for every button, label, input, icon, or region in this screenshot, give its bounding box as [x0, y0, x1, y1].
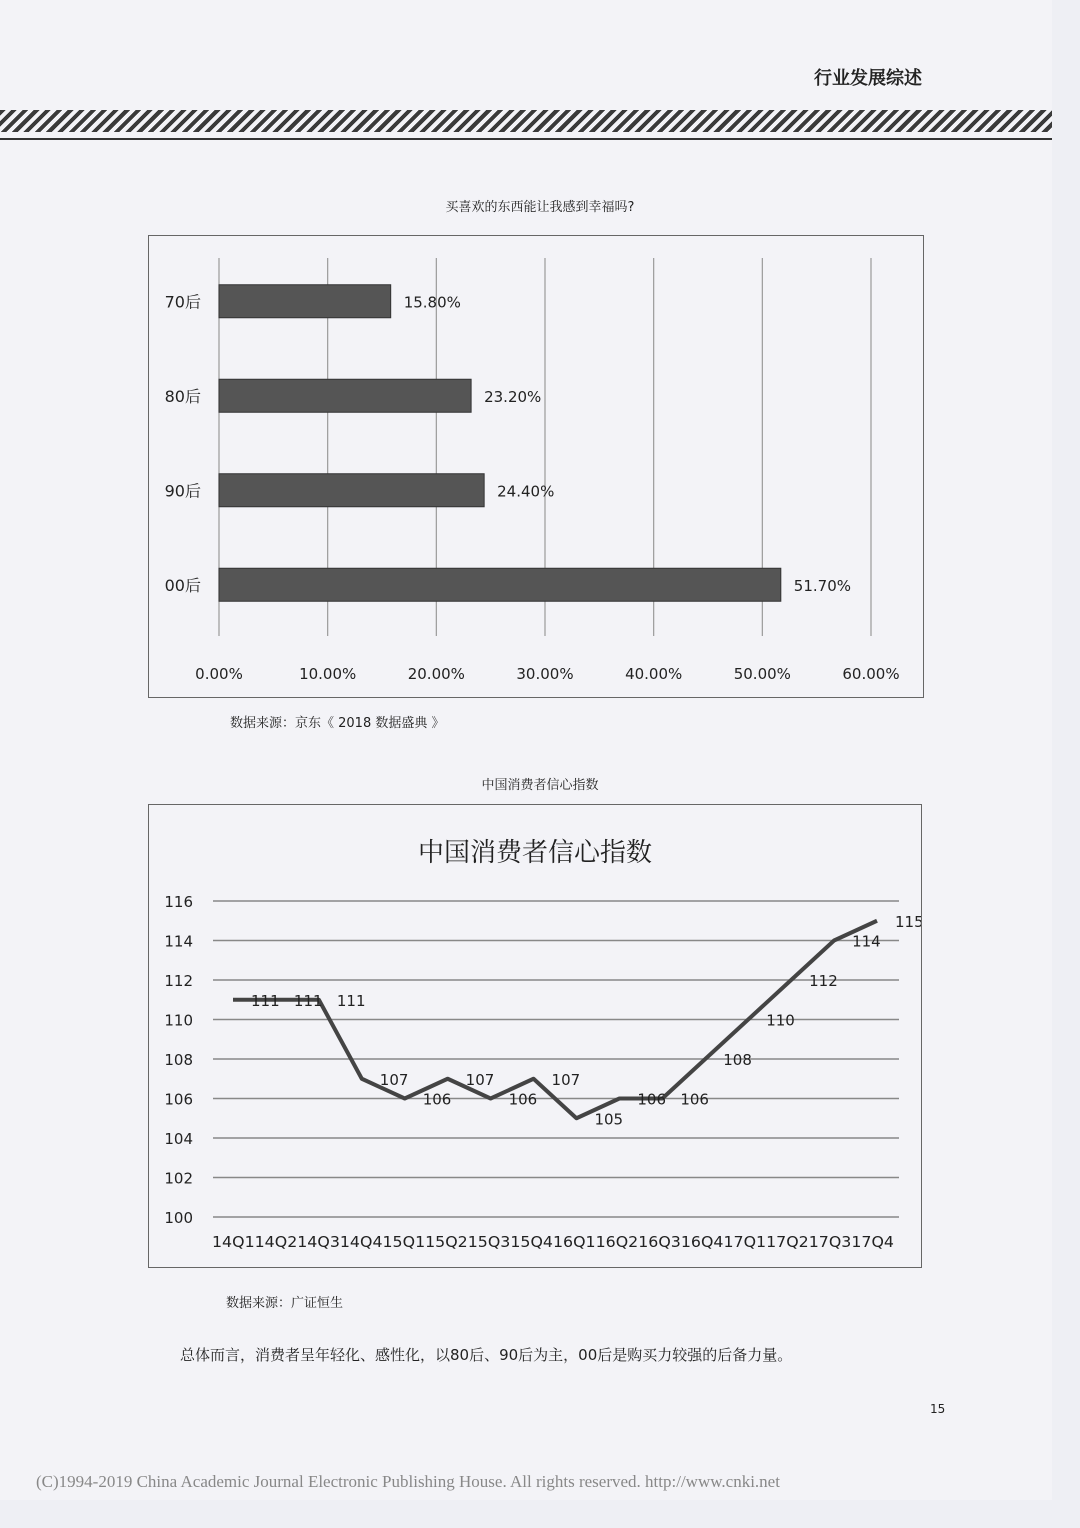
- y-tick-label: 110: [164, 1011, 193, 1030]
- data-label: 112: [809, 972, 838, 990]
- data-label: 110: [766, 1011, 795, 1030]
- x-tick-label: 40.00%: [625, 665, 683, 683]
- category-label: 80后: [164, 386, 201, 406]
- data-label: 15.80%: [403, 293, 461, 312]
- data-label: 114: [852, 932, 881, 951]
- data-label: 106: [637, 1090, 667, 1109]
- bar-chart-frame: [148, 235, 924, 698]
- line-chart-source: 数据来源：广证恒生: [226, 1296, 344, 1311]
- summary-paragraph: 总体而言，消费者呈年轻化、感性化，以80后、90后为主，00后是购买力较强的后备力量。: [180, 1346, 793, 1364]
- chart-title: 中国消费者信心指数: [417, 838, 653, 868]
- y-tick-label: 116: [164, 893, 193, 911]
- data-label: 107: [465, 1070, 495, 1089]
- bar: [219, 379, 471, 412]
- data-label: 107: [551, 1070, 581, 1089]
- data-label: 111: [251, 991, 280, 1010]
- x-tick-label: 60.00%: [842, 665, 900, 683]
- data-label: 106: [680, 1090, 709, 1109]
- header-stripe-divider: [0, 110, 1052, 132]
- x-tick-label: 50.00%: [733, 665, 791, 683]
- y-tick-label: 112: [164, 972, 193, 990]
- bar: [219, 285, 391, 318]
- category-label: 70后: [164, 292, 201, 312]
- y-tick-label: 100: [164, 1209, 193, 1227]
- data-label: 51.70%: [793, 576, 852, 595]
- y-tick-label: 102: [164, 1169, 193, 1188]
- bar-chart: [149, 236, 923, 697]
- x-tick-label: 10.00%: [299, 665, 357, 683]
- header-rule: [0, 138, 1052, 140]
- line-chart-caption: 中国消费者信心指数: [481, 778, 599, 793]
- data-label: 23.20%: [484, 387, 542, 406]
- x-tick-label: 0.00%: [195, 665, 243, 683]
- line-chart: [149, 805, 921, 1267]
- data-label: 106: [422, 1090, 452, 1109]
- data-label: 106: [508, 1090, 538, 1109]
- data-label: 111: [293, 991, 323, 1010]
- bar-chart-caption: 买喜欢的东西能让我感到幸福吗?: [445, 200, 635, 215]
- data-label: 111: [336, 991, 366, 1010]
- y-tick-label: 108: [164, 1051, 193, 1069]
- y-tick-label: 104: [164, 1130, 193, 1148]
- data-label: 108: [723, 1051, 752, 1069]
- copyright-footer: (C)1994-2019 China Academic Journal Electronic Publishing House. All rights reserved. http://www.cnki.net: [36, 1472, 780, 1491]
- page-number: 15: [930, 1402, 946, 1416]
- x-tick-label: 30.00%: [516, 665, 574, 683]
- bar: [219, 568, 781, 601]
- category-label: 00后: [164, 575, 201, 595]
- bar-chart-source: 数据来源：京东《 2018 数据盛典 》: [230, 716, 445, 731]
- y-tick-label: 106: [164, 1090, 193, 1109]
- line-chart-frame: [148, 804, 922, 1268]
- y-tick-label: 114: [164, 932, 193, 951]
- bar: [219, 474, 484, 507]
- data-label: 24.40%: [497, 482, 555, 501]
- data-label: 105: [594, 1110, 624, 1129]
- category-label: 90后: [164, 481, 201, 501]
- data-label: 115: [895, 912, 921, 931]
- data-label: 107: [379, 1070, 409, 1089]
- x-axis-labels: 14Q114Q214Q314Q415Q115Q215Q315Q416Q116Q216Q316Q417Q117Q217Q317Q4: [212, 1233, 894, 1251]
- x-tick-label: 20.00%: [407, 665, 465, 683]
- section-title: 行业发展综述: [814, 68, 922, 89]
